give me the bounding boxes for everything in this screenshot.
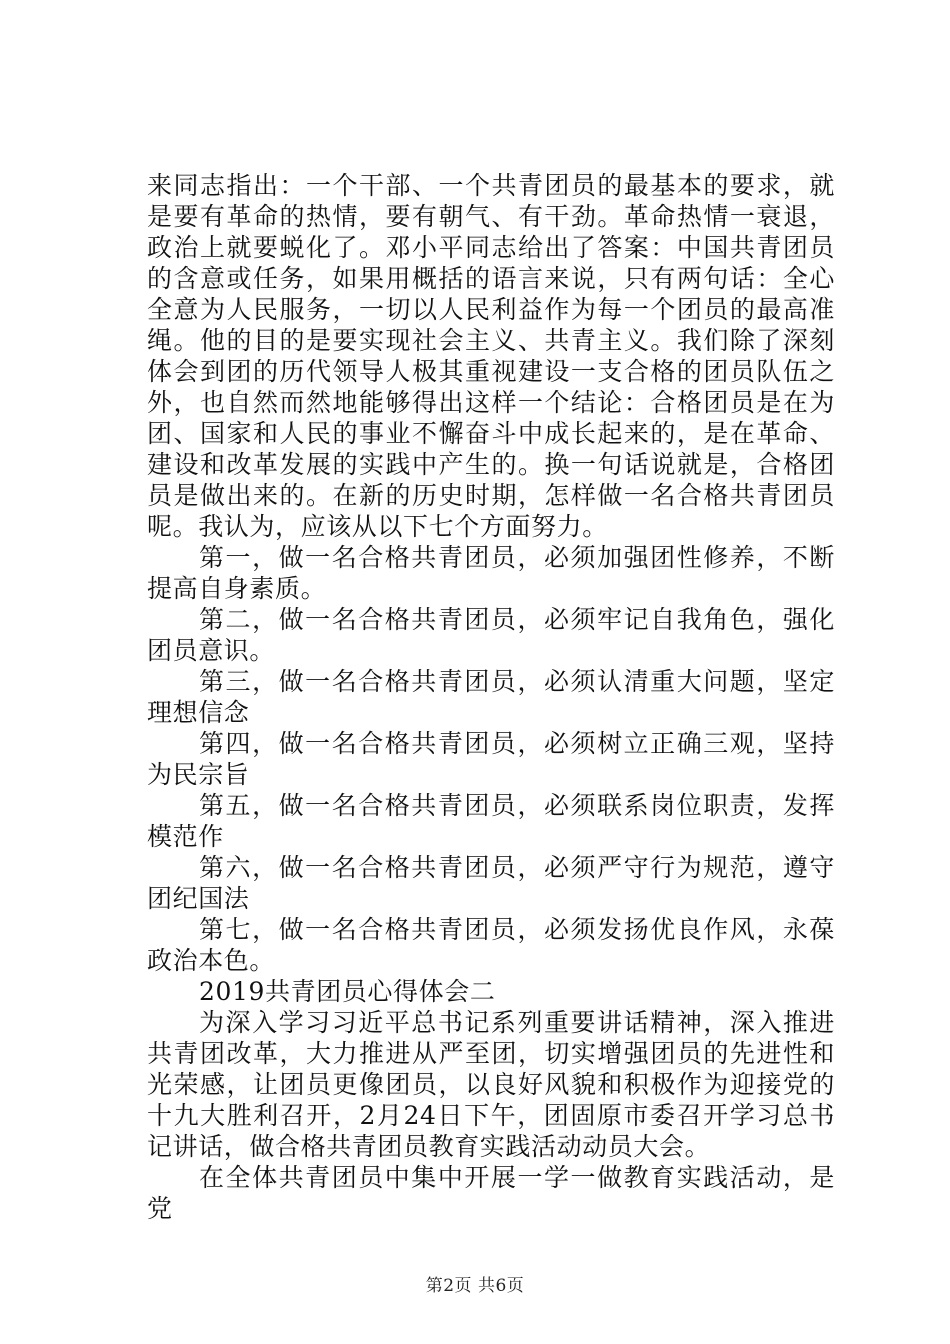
body-paragraph: 为深入学习习近平总书记系列重要讲话精神，深入推进共青团改革，大力推进从严至团，切实增强团员的先进性和光荣感，让团员更像团员，以良好风貌和积极作为迎接党的十九大胜利召开，2月24日下午，团固原市委召开学习总书记讲话，做合格共青团员教育实践活动动员大会。 bbox=[147, 1008, 835, 1161]
body-paragraph: 第三，做一名合格共青团员，必须认清重大问题，坚定理想信念 bbox=[147, 667, 835, 727]
body-paragraph: 第六，做一名合格共青团员，必须严守行为规范，遵守团纪国法 bbox=[147, 853, 835, 913]
body-paragraph: 第五，做一名合格共青团员，必须联系岗位职责，发挥模范作 bbox=[147, 791, 835, 851]
body-paragraph: 第一，做一名合格共青团员，必须加强团性修养，不断提高自身素质。 bbox=[147, 543, 835, 603]
page-footer: 第2页 共6页 bbox=[425, 1276, 525, 1296]
body-paragraph: 第二，做一名合格共青团员，必须牢记自我角色，强化团员意识。 bbox=[147, 605, 835, 665]
document-body bbox=[147, 170, 835, 1224]
body-paragraph: 第七，做一名合格共青团员，必须发扬优良作风，永葆政治本色。 bbox=[147, 915, 835, 975]
body-paragraph: 来同志指出：一个干部、一个共青团员的最基本的要求，就是要有革命的热情，要有朝气、有干劲。革命热情一衰退，政治上就要蜕化了。邓小平同志给出了答案：中国共青团员的含意或任务，如果用概括的语言来说，只有两句话：全心全意为人民服务，一切以人民利益作为每一个团员的最高准绳。他的目的是要实现社会主义、共青主义。我们除了深刻体会到团的历代领导人极其重视建设一支合格的团员队伍之外，也自然而然地能够得出这样一个结论：合格团员是在为团、国家和人民的事业不懈奋斗中成长起来的，是在革命、建设和改革发展的实践中产生的。换一句话说就是，合格团员是做出来的。在新的历史时期，怎样做一名合格共青团员呢。我认为，应该从以下七个方面努力。 bbox=[147, 171, 835, 541]
body-paragraph: 第四，做一名合格共青团员，必须树立正确三观，坚持为民宗旨 bbox=[147, 729, 835, 789]
body-paragraph: 在全体共青团员中集中开展一学一做教育实践活动，是党 bbox=[147, 1163, 835, 1223]
body-paragraph: 2019共青团员心得体会二 bbox=[199, 977, 496, 1006]
